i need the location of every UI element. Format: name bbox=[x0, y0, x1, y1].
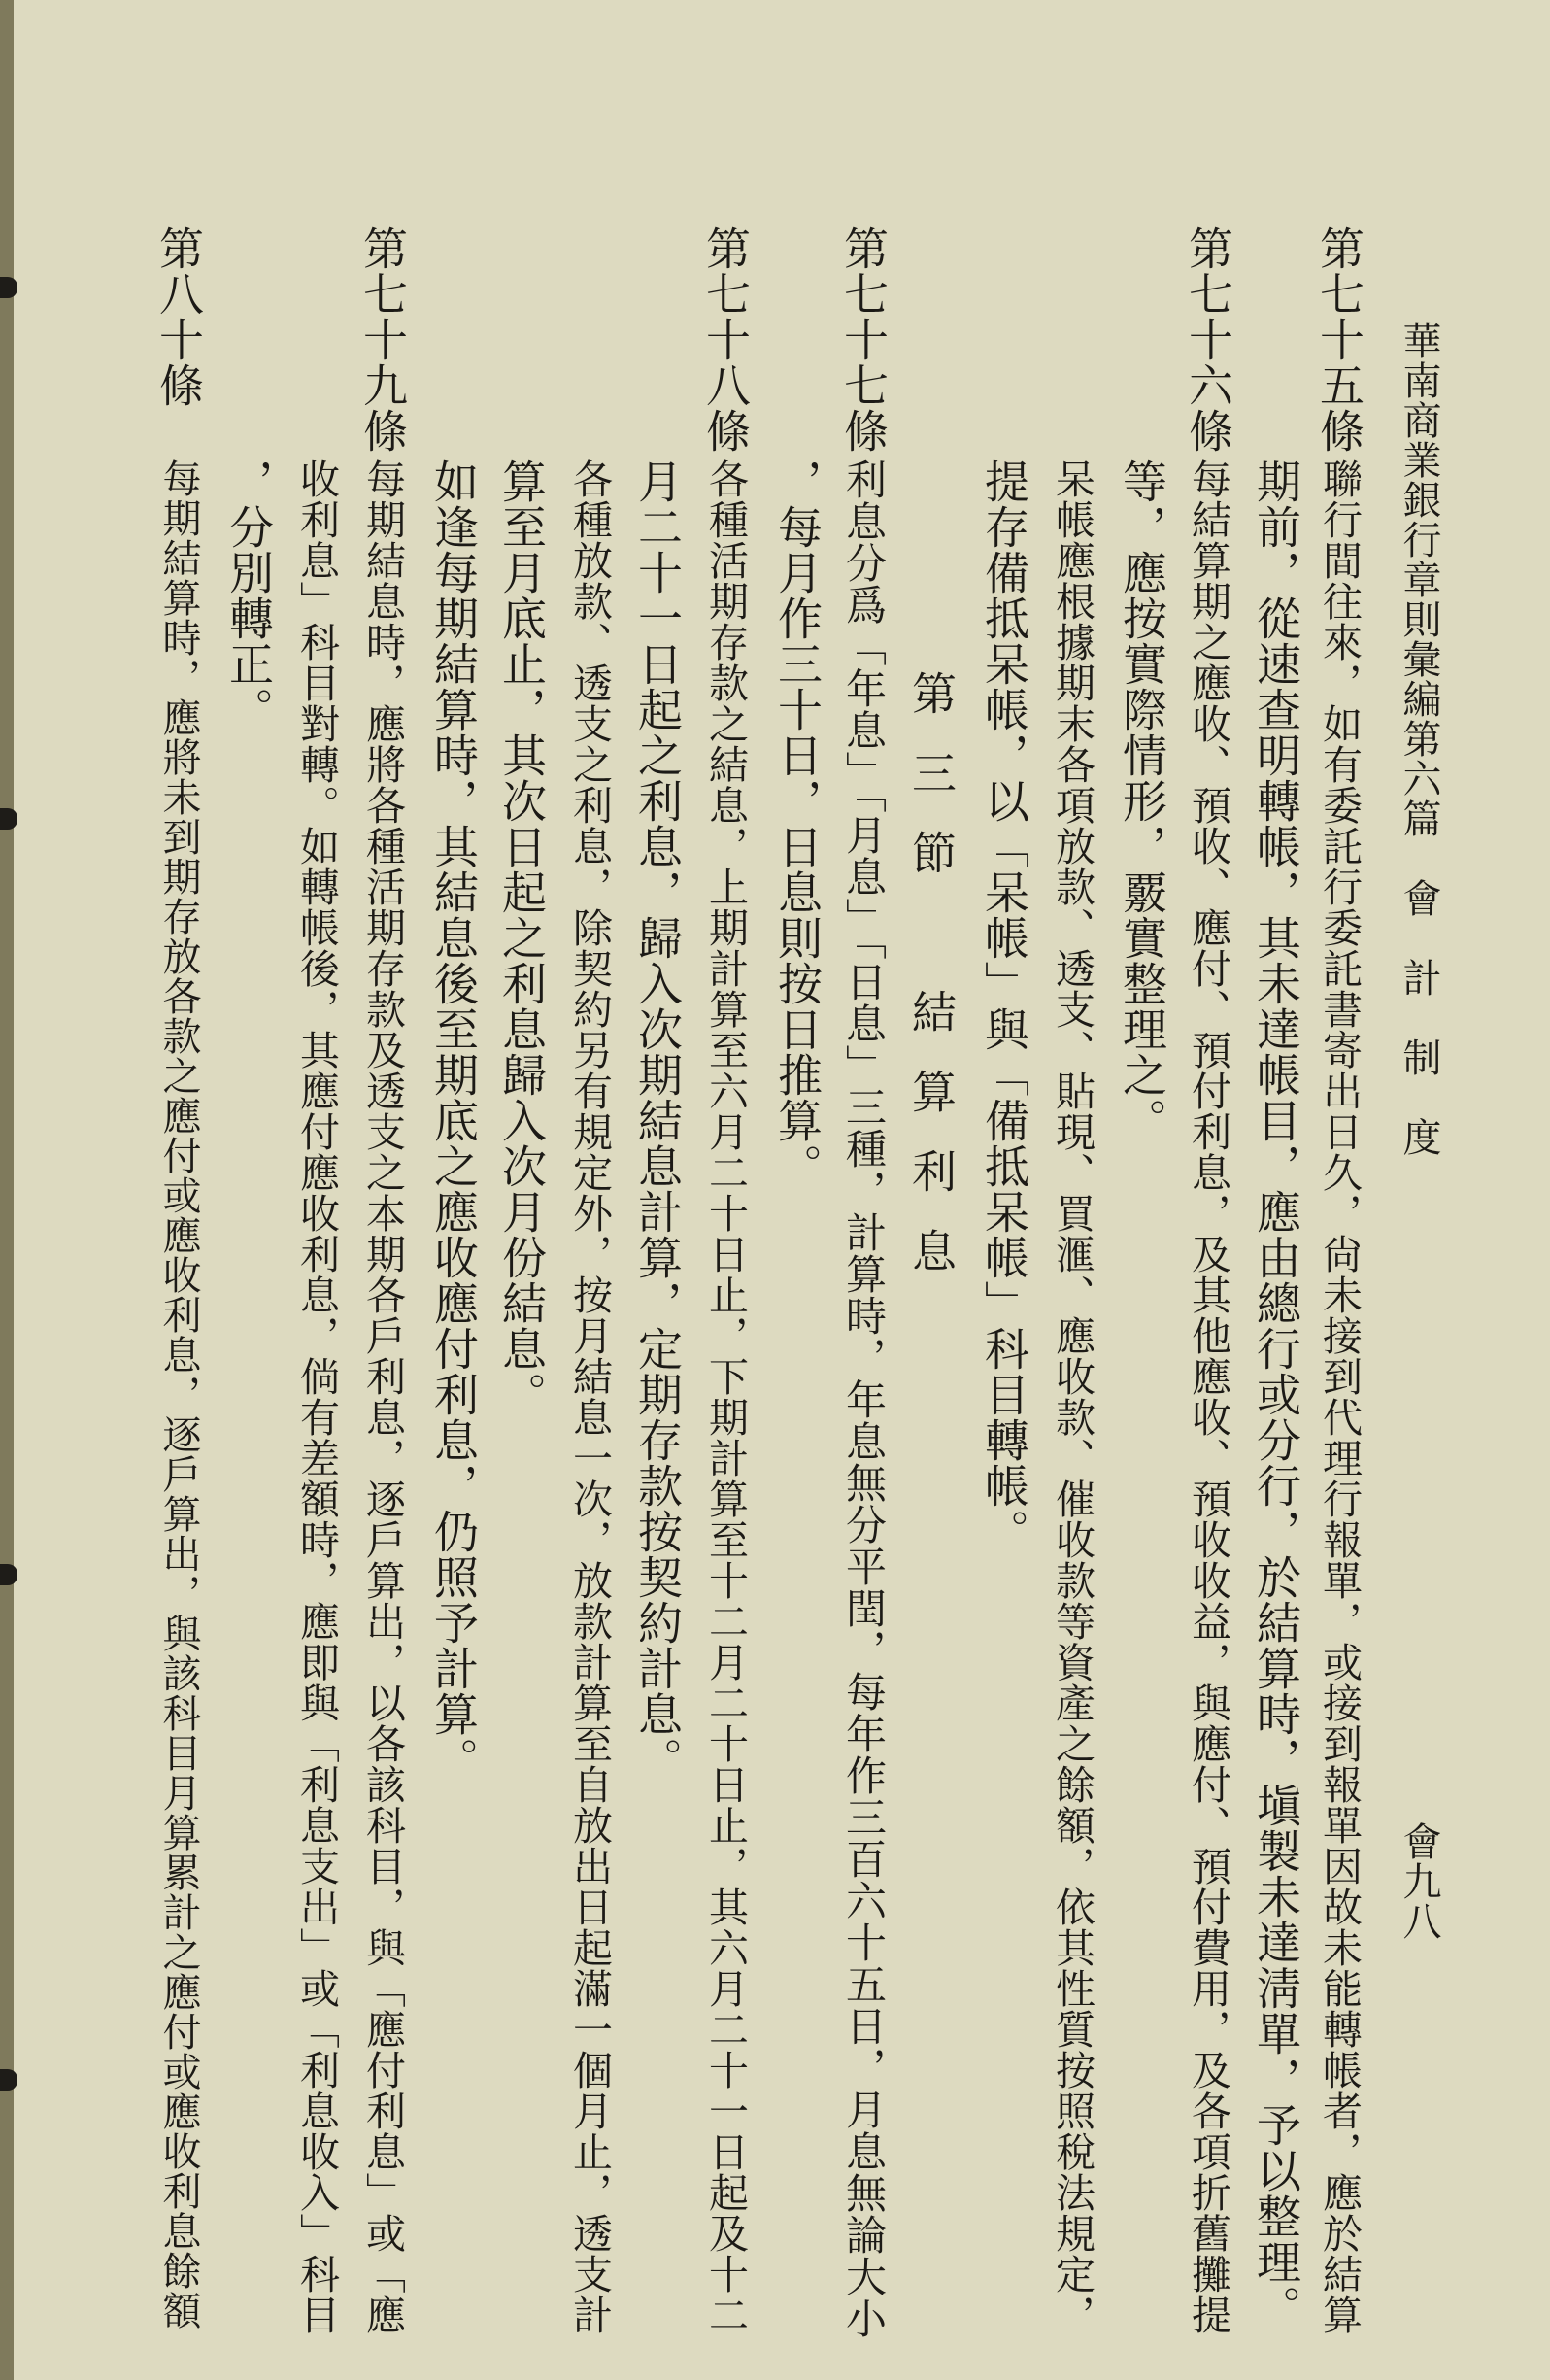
article-label: 第七十九條 bbox=[356, 225, 409, 454]
article-line: 收利息」科目對轉。如轉帳後，其應付應收利息，倘有差額時，應即與「利息支出」或「利息收入」科目 bbox=[293, 459, 340, 2335]
article-line: 利息分爲「年息」「月息」「日息」三種，計算時，年息無分平閏，每年作三百六十五日，月息無論大小 bbox=[840, 459, 888, 2339]
binding-hole bbox=[0, 808, 17, 830]
article-line: 每期結息時，應將各種活期存款及透支之本期各戶利息，逐戶算出，以各該科目，與「應付利息」或「應 bbox=[359, 459, 406, 2335]
article-line: 等，應按實際情形，覈實整理之。 bbox=[1116, 459, 1168, 1143]
binding-hole bbox=[0, 1564, 17, 1585]
section-heading: 第三節 結算利息 bbox=[905, 670, 958, 1308]
book-title: 華南商業銀行章則彙編 bbox=[1397, 321, 1441, 719]
article-label: 第七十六條 bbox=[1182, 225, 1234, 454]
article-line: 如逢每期結算時，其結息後至期底之應收應付利息，仍照予計算。 bbox=[427, 459, 480, 1783]
article-line: 月二十一日起之利息，歸入次期結息計算，定期存款按契約計息。 bbox=[631, 459, 684, 1783]
article-line: 每結算期之應收、預收、應付、預付利息，及其他應收、預收收益，與應付、預付費用，及各項折舊攤提 bbox=[1185, 459, 1231, 2335]
binding-hole bbox=[0, 2069, 17, 2091]
article-label: 第七十七條 bbox=[837, 225, 890, 454]
article-line: 算至月底止，其次日起之利息歸入次月份結息。 bbox=[495, 459, 548, 1417]
article-line: 期前，從速查明轉帳，其未達帳目，應由總行或分行，於結算時，塡製未達淸單，予以整理。 bbox=[1250, 459, 1302, 2330]
article-line: 各種活期存款之結息，上期計算至六月二十日止，下期計算至十二月二十日止，其六月二十一日起及十二 bbox=[702, 459, 749, 2335]
page-number: 會九八 bbox=[1397, 1821, 1441, 1941]
article-line: 聯行間往來，如有委託行委託書寄出日久，尙未接到代理行報單，或接到報單因故未能轉帳者，應於結算 bbox=[1316, 459, 1363, 2335]
article-line: 每期結算時，應將未到期存放各款之應付或應收利息，逐戶算出，與該科目月算累計之應付或應收利息餘額 bbox=[156, 459, 201, 2330]
binding-hole bbox=[0, 277, 17, 298]
article-line: ，每月作三十日，日息則按日推算。 bbox=[771, 459, 824, 1189]
chapter-title: 第六篇 會 計 制 度 bbox=[1397, 719, 1441, 1157]
page-binding bbox=[0, 0, 14, 2380]
article-label: 第七十五條 bbox=[1313, 225, 1365, 454]
article-line: 各種放款、透支之利息，除契約另有規定外，按月結息一次，放款計算至自放出日起滿一個月止，透支計 bbox=[566, 459, 613, 2335]
article-line: 呆帳應根據期末各項放款、透支、貼現、買滙、應收款、催收款等資產之餘額，依其性質按照稅法規定， bbox=[1049, 459, 1095, 2335]
article-line: ，分別轉正。 bbox=[222, 459, 275, 732]
article-label: 第八十條 bbox=[152, 225, 205, 408]
article-line: 提存備抵呆帳，以「呆帳」與「備抵呆帳」科目轉帳。 bbox=[978, 459, 1030, 1554]
article-label: 第七十八條 bbox=[699, 225, 752, 454]
